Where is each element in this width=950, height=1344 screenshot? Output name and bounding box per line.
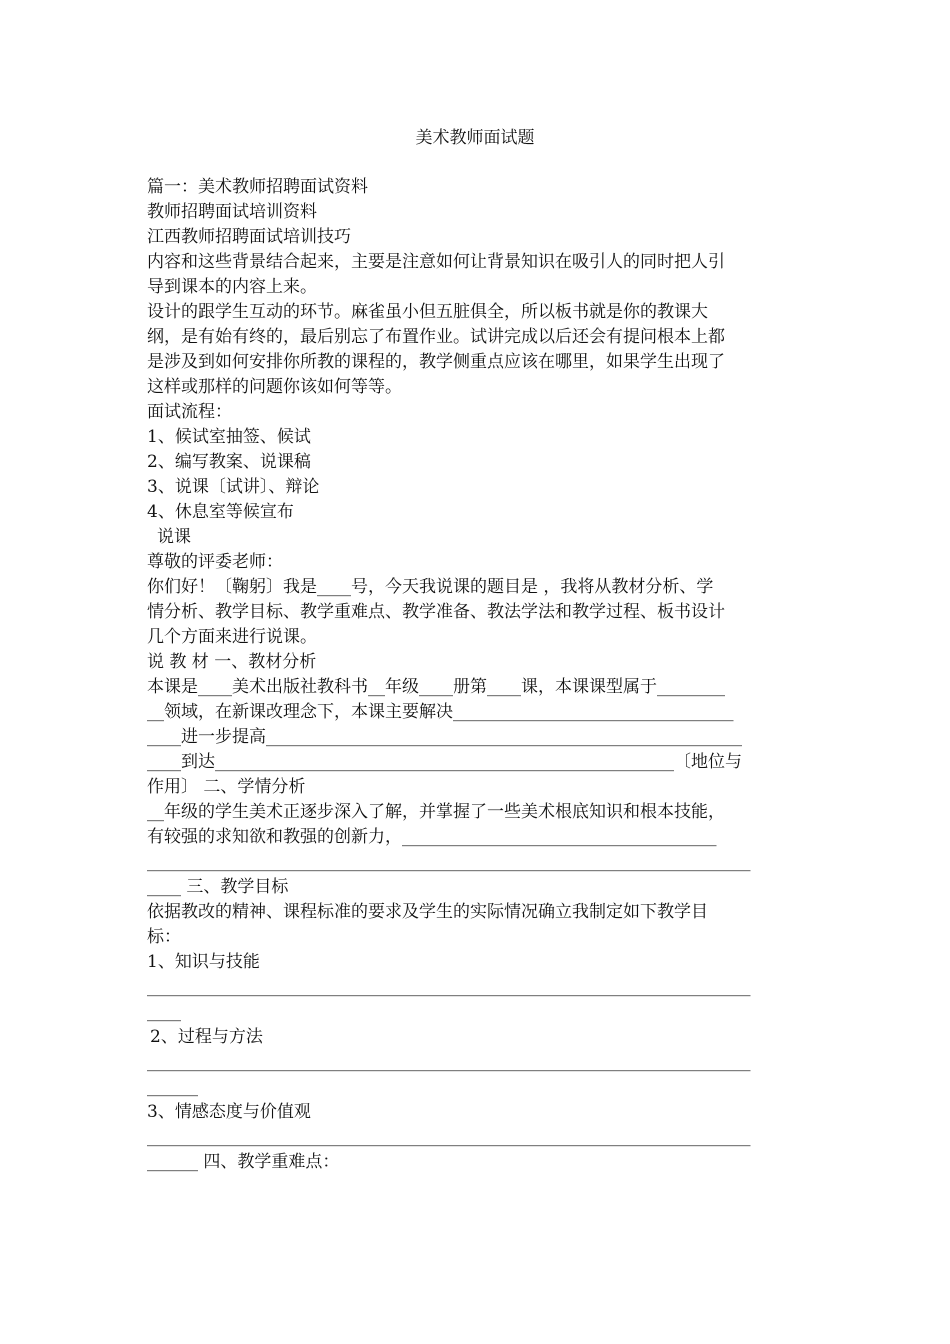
- text-line: 情分析、教学目标、教学重难点、教学准备、教法学法和教学过程、板书设计: [147, 602, 725, 622]
- text-line: 这样或那样的问题你该如何等等。: [147, 377, 402, 397]
- text-line: 作用〕 二、学情分析: [147, 777, 306, 797]
- text-line: 3、说课〔试讲〕、辩论: [147, 477, 320, 497]
- text-line: 2、过程与方法: [150, 1027, 263, 1047]
- text-line: 3、情感态度与价值观: [147, 1102, 311, 1122]
- text-line: 设计的跟学生互动的环节。麻雀虽小但五脏俱全，所以板书就是你的教课大: [147, 302, 708, 322]
- document-title: 美术教师面试题: [415, 128, 535, 148]
- text-line: ______ 四、教学重难点：: [147, 1152, 340, 1172]
- text-line: ____: [147, 1002, 181, 1022]
- text-line: 有较强的求知欲和教强的创新力，_____________________________________: [147, 827, 717, 847]
- text-line: 2、编写教案、说课稿: [147, 452, 311, 472]
- text-line: 1、候试室抽签、候试: [147, 427, 311, 447]
- text-line: ____进一步提高________________________________________________________: [147, 727, 742, 747]
- text-line: 面试流程：: [147, 402, 232, 422]
- text-line: _______________________________________________________________________: [147, 1127, 751, 1147]
- text-line: 你们好！〔鞠躬〕我是____号，今天我说课的题目是 ，我将从教材分析、学: [147, 577, 714, 597]
- text-line: 是涉及到如何安排你所教的课程的，教学侧重点应该在哪里，如果学生出现了: [147, 352, 725, 372]
- text-line: 江西教师招聘面试培训技巧: [147, 227, 351, 247]
- text-line: _______________________________________________________________________: [147, 977, 751, 997]
- text-line: 尊敬的评委老师：: [147, 552, 283, 572]
- text-line: 内容和这些背景结合起来，主要是注意如何让背景知识在吸引人的同时把人引: [147, 252, 725, 272]
- text-line: 说课: [157, 527, 191, 547]
- text-line: ______: [147, 1077, 198, 1097]
- text-line: 本课是____美术出版社教科书__年级____册第____课，本课课型属于________: [147, 677, 725, 697]
- text-line: 纲，是有始有终的，最后别忘了布置作业。试讲完成以后还会有提问根本上都: [147, 327, 725, 347]
- document-body: [147, 175, 799, 1175]
- text-line: 说 教 材 一、教材分析: [147, 652, 317, 672]
- text-line: 教师招聘面试培训资料: [147, 202, 317, 222]
- text-line: 导到课本的内容上来。: [147, 277, 317, 297]
- text-line: ____ 三、教学目标: [147, 877, 289, 897]
- text-line: 几个方面来进行说课。: [147, 627, 317, 647]
- text-line: _______________________________________________________________________: [147, 852, 751, 872]
- text-line: 依据教改的精神、课程标准的要求及学生的实际情况确立我制定如下教学目: [147, 902, 708, 922]
- text-line: __年级的学生美术正逐步深入了解，并掌握了一些美术根底知识和根本技能，: [147, 802, 725, 822]
- text-line: __领域，在新课改理念下，本课主要解决_________________________________: [147, 702, 734, 722]
- text-line: 4、休息室等候宣布: [147, 502, 294, 522]
- text-line: _______________________________________________________________________: [147, 1052, 751, 1072]
- text-line: 篇一：美术教师招聘面试资料: [147, 177, 368, 197]
- text-line: 1、知识与技能: [147, 952, 260, 972]
- text-line: 标：: [147, 927, 181, 947]
- text-line: ____到达______________________________________________________〔地位与: [147, 752, 742, 772]
